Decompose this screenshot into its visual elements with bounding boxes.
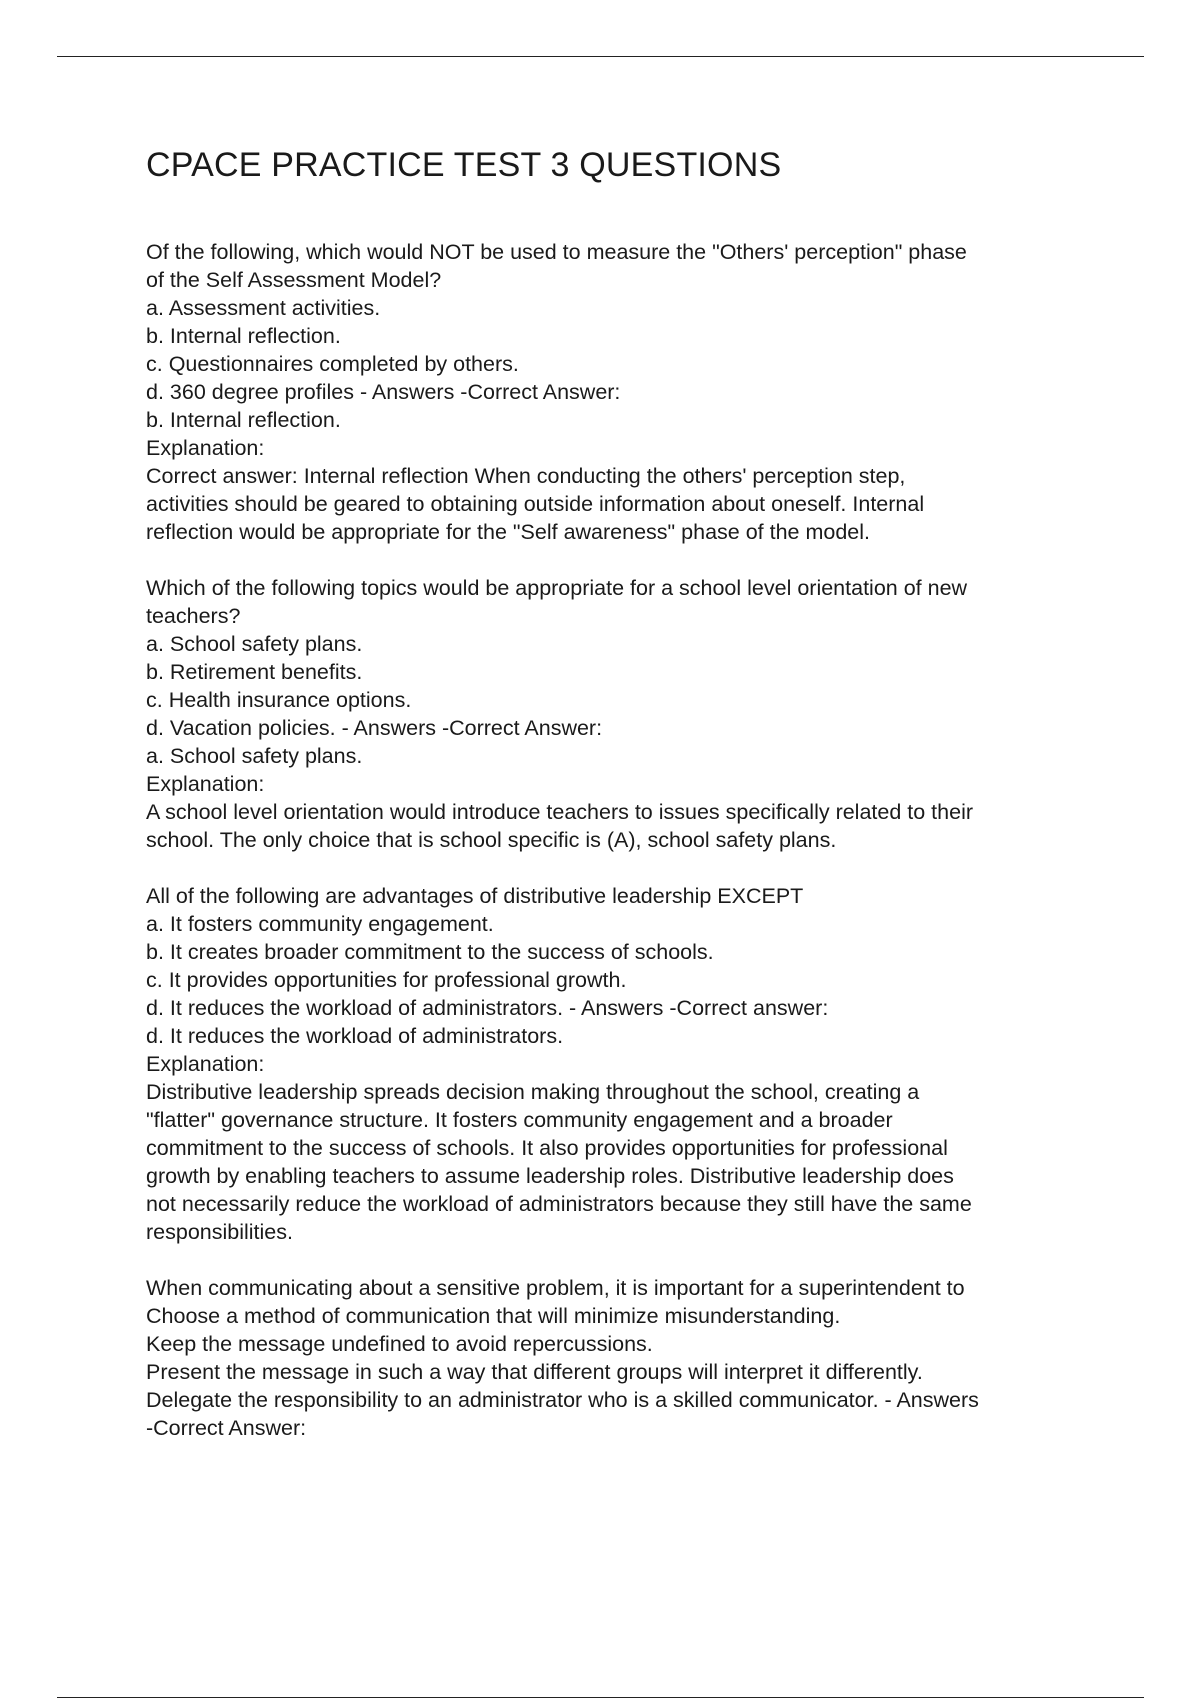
explanation-text: commitment to the success of schools. It also provides opportunities for professional <box>146 1136 948 1160</box>
question-block-3 <box>146 882 1096 1246</box>
answer-option: b. It creates broader commitment to the success of schools. <box>146 940 714 964</box>
explanation-text: reflection would be appropriate for the "Self awareness" phase of the model. <box>146 520 870 544</box>
answer-option: b. Internal reflection. <box>146 324 341 348</box>
question-text: When communicating about a sensitive problem, it is important for a superintendent to <box>146 1276 965 1300</box>
answer-option: d. 360 degree profiles - Answers -Correct Answer: <box>146 380 621 404</box>
answer-option: Choose a method of communication that will minimize misunderstanding. <box>146 1304 841 1328</box>
answer-option: a. Assessment activities. <box>146 296 381 320</box>
question-text: teachers? <box>146 604 241 628</box>
explanation-text: Distributive leadership spreads decision making throughout the school, creating a <box>146 1080 920 1104</box>
question-block-1 <box>146 238 1096 546</box>
correct-answer: a. School safety plans. <box>146 744 363 768</box>
correct-answer: b. Internal reflection. <box>146 408 341 432</box>
correct-answer: -Correct Answer: <box>146 1416 307 1440</box>
question-block-4 <box>146 1274 1096 1442</box>
question-text: Of the following, which would NOT be used to measure the "Others' perception" phase <box>146 240 967 264</box>
answer-option: Keep the message undefined to avoid repercussions. <box>146 1332 653 1356</box>
explanation-text: Correct answer: Internal reflection When conducting the others' perception step, <box>146 464 906 488</box>
answer-option: d. It reduces the workload of administrators. - Answers -Correct answer: <box>146 996 829 1020</box>
explanation-text: activities should be geared to obtaining outside information about oneself. Internal <box>146 492 925 516</box>
explanation-label: Explanation: <box>146 1052 265 1076</box>
question-block-2 <box>146 574 1096 854</box>
answer-option: d. Vacation policies. - Answers -Correct Answer: <box>146 716 603 740</box>
correct-answer: d. It reduces the workload of administrators. <box>146 1024 564 1048</box>
footer-rule <box>57 1697 1144 1698</box>
answer-option: c. Questionnaires completed by others. <box>146 352 519 376</box>
explanation-text: A school level orientation would introduce teachers to issues specifically related to their <box>146 800 974 824</box>
document-body <box>146 140 1096 1470</box>
explanation-label: Explanation: <box>146 772 265 796</box>
answer-option: Present the message in such a way that different groups will interpret it differently. <box>146 1360 923 1384</box>
question-text: of the Self Assessment Model? <box>146 268 442 292</box>
explanation-label: Explanation: <box>146 436 265 460</box>
answer-option: c. It provides opportunities for professional growth. <box>146 968 627 992</box>
document-title: CPACE PRACTICE TEST 3 QUESTIONS <box>146 146 782 184</box>
explanation-text: responsibilities. <box>146 1220 293 1244</box>
explanation-text: growth by enabling teachers to assume leadership roles. Distributive leadership does <box>146 1164 954 1188</box>
question-text: All of the following are advantages of distributive leadership EXCEPT <box>146 884 804 908</box>
explanation-text: not necessarily reduce the workload of administrators because they still have the same <box>146 1192 972 1216</box>
question-text: Which of the following topics would be appropriate for a school level orientation of new <box>146 576 968 600</box>
explanation-text: school. The only choice that is school specific is (A), school safety plans. <box>146 828 837 852</box>
answer-option: b. Retirement benefits. <box>146 660 363 684</box>
answer-option: a. School safety plans. <box>146 632 363 656</box>
header-rule <box>57 56 1144 57</box>
answer-option: Delegate the responsibility to an administrator who is a skilled communicator. - Answers <box>146 1388 979 1412</box>
explanation-text: "flatter" governance structure. It fosters community engagement and a broader <box>146 1108 893 1132</box>
answer-option: c. Health insurance options. <box>146 688 412 712</box>
answer-option: a. It fosters community engagement. <box>146 912 494 936</box>
